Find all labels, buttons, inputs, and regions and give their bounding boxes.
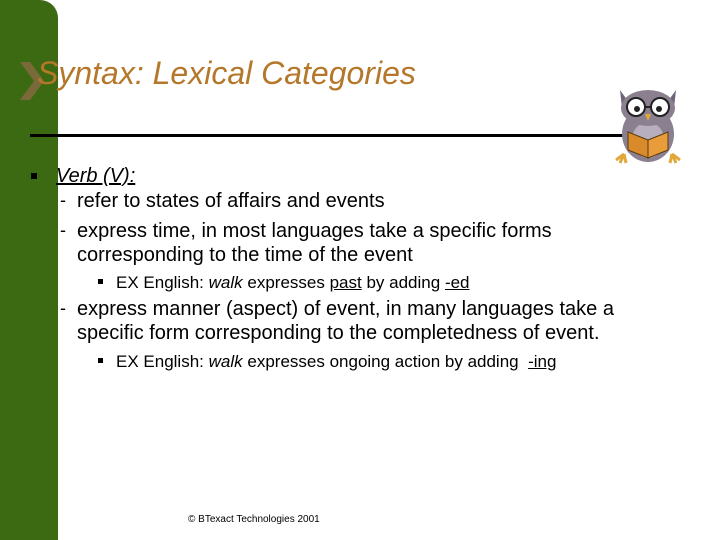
slide-title: Syntax: Lexical Categories [37, 55, 416, 91]
footer-copyright: © BTexact Technologies 2001 [188, 514, 320, 525]
dash-bullet: - [60, 220, 66, 240]
sub-bullet-square [98, 358, 103, 363]
item-states-affairs: refer to states of affairs and events [77, 190, 385, 212]
owl-reading-icon [602, 82, 694, 166]
dash-bullet: - [60, 298, 66, 318]
item-express-time-line2: corresponding to the time of the event [77, 244, 413, 266]
item-express-time-line1: express time, in most languages take a specific forms [77, 220, 552, 242]
dash-bullet: - [60, 190, 66, 210]
item-express-manner-line2: specific form corresponding to the completedness of event. [77, 322, 600, 344]
item-express-manner-line1: express manner (aspect) of event, in many languages take a [77, 298, 614, 320]
bullet-square [31, 173, 37, 179]
verb-heading: Verb (V): [56, 165, 136, 187]
sub-bullet-square [98, 279, 103, 284]
example-past: EX English: walk expresses past by adding -ed [116, 273, 470, 292]
example-ongoing: EX English: walk expresses ongoing action by adding -ing [116, 352, 557, 371]
title-divider [30, 134, 630, 137]
